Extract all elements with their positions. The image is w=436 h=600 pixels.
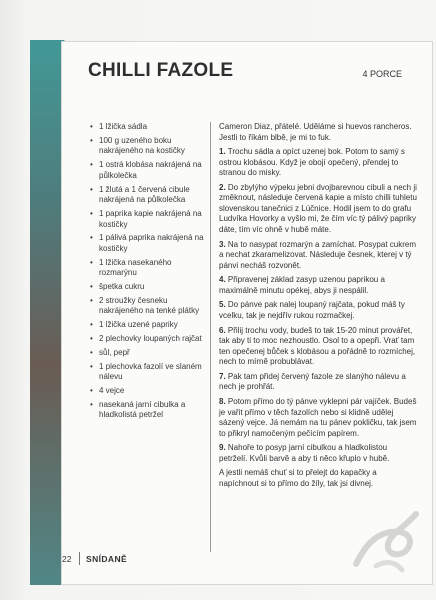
- step-text: Připravenej základ zasyp uzenou paprikou a maximálně minutu opékej, abys ji nespálil.: [219, 275, 385, 295]
- ingredient-item: • 1 žlutá a 1 červená cibule nakrájená na půlkolečka: [90, 185, 210, 206]
- ingredient-item: • 1 lžička nasekaného rozmarýnu: [90, 258, 210, 279]
- column-divider: [210, 122, 211, 552]
- step-number: 4.: [219, 275, 226, 285]
- method-step: [219, 240, 417, 272]
- step-text: Pak tam přidej červený fazole ze slanýho nálevu a nech je prohřát.: [219, 371, 406, 392]
- ingredient-item: • 2 plechovky loupaných rajčat: [90, 334, 210, 345]
- step-text: Nahoře to posyp jarní cibulkou a hladkolistou petrželí. Kvůli barvě a aby ti něco křuplo v hubě.: [219, 443, 390, 463]
- step-text: Do zbylýho výpeku jebni dvojbarevnou cibuli a nech ji změknout, následuje červená kapie a místo chilli tuhletu slovenskou tanečnici z Lúčnice. Hodil jsem to do grafu Ludvíka Hovorky a vyšlo mi, že čím víc tý pálivý papriky dáte, tím víc ohně v hubě máte.: [219, 182, 417, 234]
- step-number: 1.: [219, 147, 226, 157]
- step-text: Do pánve pak nalej loupaný rajčata, pokud máš ty vcelku, tak je nejdřív rukou rozmačkej.: [219, 300, 405, 320]
- decorative-swirl-icon: [346, 504, 424, 574]
- ingredient-item: • 1 ostrá klobása nakrájená na půlkolečka: [90, 160, 210, 181]
- book-page: [62, 42, 432, 584]
- step-number: 8.: [219, 397, 226, 406]
- ingredient-item: • 100 g uzeného boku nakrájeného na kostičky: [90, 136, 210, 157]
- method-step: [219, 443, 417, 464]
- step-number: 6.: [219, 325, 226, 335]
- method-step: [219, 183, 417, 236]
- recipe-title: CHILLI FAZOLE: [88, 60, 234, 81]
- footer-separator: [79, 552, 80, 565]
- method-step: [219, 372, 417, 393]
- ingredient-item: • 1 lžička uzené papriky: [90, 320, 210, 331]
- step-number: 9.: [219, 443, 226, 453]
- step-text: Na to nasypat rozmarýn a zamíchat. Posypat cukrem a nechat zkaramelizovat. Následuje česnek, kterej v tý pánvi necháš rozvonět.: [219, 239, 416, 270]
- ingredient-list: [90, 122, 210, 421]
- step-number: 5.: [219, 300, 226, 310]
- ingredient-item: • 4 vejce: [90, 386, 210, 397]
- ingredient-item: • 2 stroužky česneku nakrájeného na tenké plátky: [90, 296, 210, 317]
- method-step: [219, 300, 417, 321]
- ingredient-item: • 1 paprika kapie nakrájená na kostičky: [90, 209, 210, 230]
- step-text: Přilij trochu vody, budeš to tak 15-20 minut provářet, tak aby ti to moc nezhoustlo. Osol to a opepři. Vrať tam ten opečenej bůček s klobásou a pořádně to rozmíchej, nech to mírně probublávat.: [219, 325, 416, 367]
- portions-label: 4 PORCE: [362, 69, 402, 79]
- outro-paragraph: A jestli nemáš chuť si to přelejt do kapačky a napíchnout si to přímo do žíly, tak jsi divnej.: [219, 468, 377, 488]
- ingredient-item: • sůl, pepř: [90, 348, 210, 359]
- ingredient-item: • nasekaná jarní cibulka a hladkolistá petržel: [90, 400, 210, 421]
- section-name: SNÍDANĚ: [86, 554, 128, 564]
- intro-paragraph: Cameron Diaz, přátelé. Uděláme si huevos rancheros. Jestli to říkám blbě, je mi to fuk.: [219, 122, 412, 142]
- ingredient-item: • 1 lžička sádla: [90, 122, 210, 133]
- step-number: 3.: [219, 239, 226, 249]
- ingredients-column: [90, 122, 210, 424]
- step-text: Trochu sádla a opíct uzenej bok. Potom to samý s ostrou klobásou. Když je obojí opečený, přendej to stranou do misky.: [219, 147, 405, 178]
- ingredient-item: • 1 pálivá paprika nakrájená na kostičky: [90, 233, 210, 254]
- method-step: [219, 147, 417, 179]
- method-step: [219, 397, 417, 439]
- method-step: [219, 275, 417, 296]
- ingredient-item: • špetka cukru: [90, 282, 210, 293]
- method-column: [219, 122, 417, 494]
- method-step: [219, 326, 417, 368]
- step-number: 7.: [219, 371, 226, 381]
- book-edge-strip: [30, 40, 65, 585]
- page-number: 22: [62, 554, 72, 564]
- ingredient-item: • 1 plechovka fazolí ve slaném nálevu: [90, 362, 210, 383]
- step-text: Potom přímo do tý pánve vyklepni pár vajíček. Budeš je vařit přímo v těch fazolích nebo si klidně udělej sázený vejce. Já nemám na tu pánev pokličku, tak jsem to přikryl namočeným pečícím papírem.: [219, 397, 417, 438]
- step-number: 2.: [219, 182, 226, 192]
